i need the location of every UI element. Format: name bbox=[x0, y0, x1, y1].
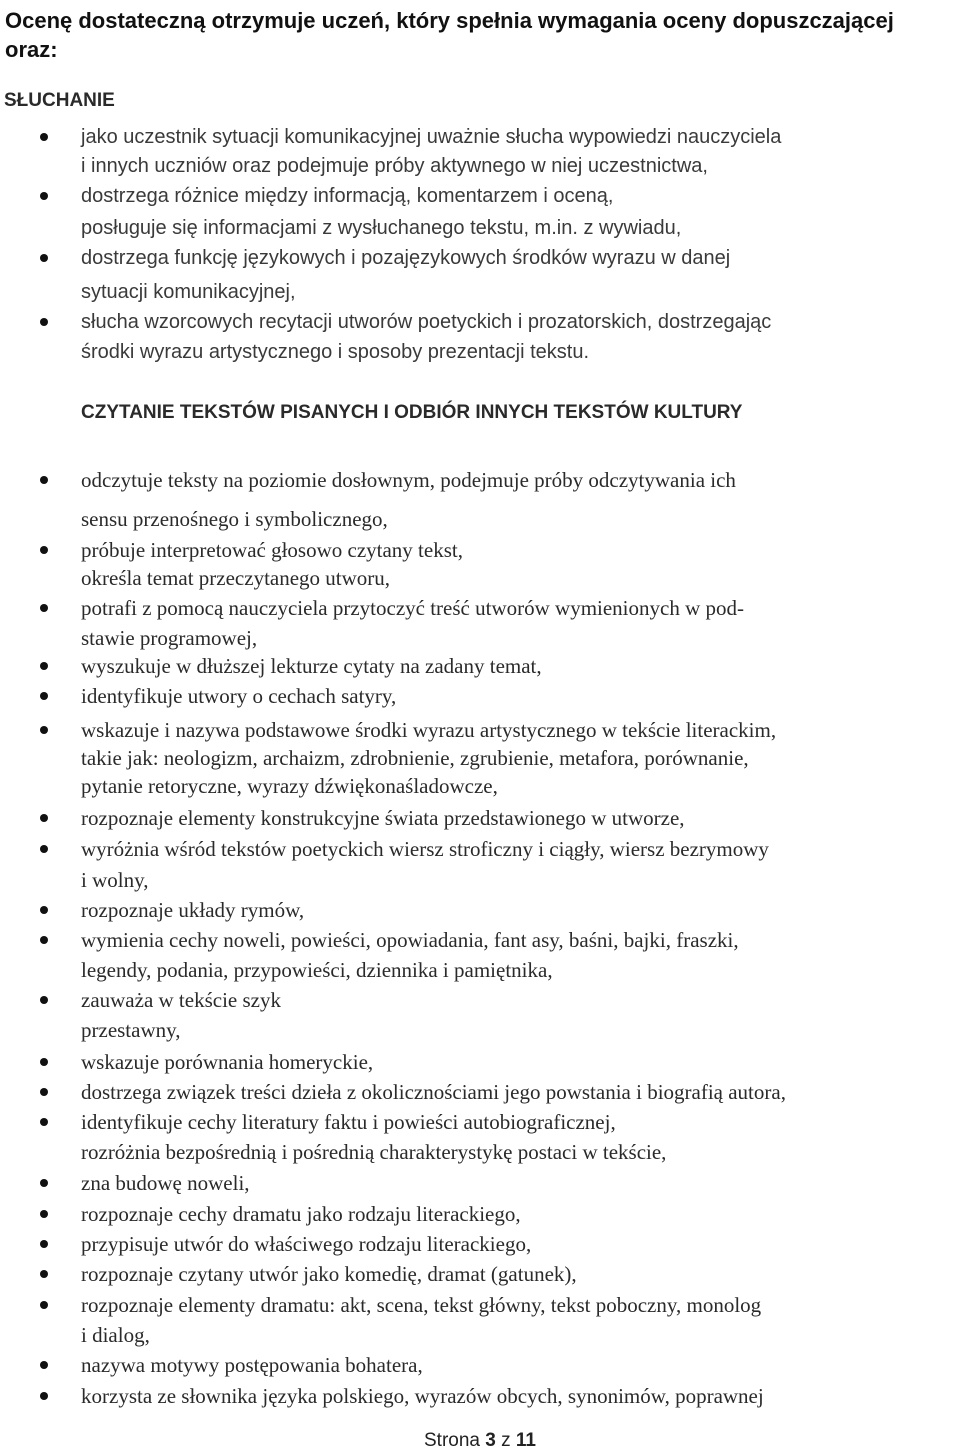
list-item-text: korzysta ze słownika języka polskiego, wyrazów obcych, synonimów, poprawnej bbox=[81, 1384, 764, 1408]
list-item-text: dostrzega różnice między informacją, komentarzem i oceną, bbox=[81, 185, 614, 207]
list-item-text: rozpoznaje cechy dramatu jako rodzaju literackiego, bbox=[81, 1202, 521, 1226]
bullet-icon bbox=[40, 546, 48, 554]
list-item-text: zauważa w tekście szyk bbox=[81, 988, 281, 1012]
page-footer bbox=[0, 1430, 960, 1452]
bullet-icon bbox=[40, 254, 48, 262]
list-item-text: określa temat przeczytanego utworu, bbox=[81, 566, 391, 590]
list-item-text: wyszukuje w dłuższej lekturze cytaty na zadany temat, bbox=[81, 654, 542, 678]
bullet-icon bbox=[40, 1179, 48, 1187]
bullet-icon bbox=[40, 1058, 48, 1066]
list-item-text: identyfikuje cechy literatury faktu i powieści autobiograficznej, bbox=[81, 1110, 616, 1134]
bullet-icon bbox=[40, 192, 48, 200]
list-item-text: wskazuje porównania homeryckie, bbox=[81, 1050, 374, 1074]
list-item-text: sytuacji komunikacyjnej, bbox=[81, 281, 296, 303]
bullet-icon bbox=[40, 936, 48, 944]
list-item-text: posługuje się informacjami z wysłuchanego tekstu, m.in. z wywiadu, bbox=[81, 217, 682, 239]
list-item-text: zna budowę noweli, bbox=[81, 1171, 250, 1195]
bullet-icon bbox=[40, 133, 48, 141]
bullet-icon bbox=[40, 662, 48, 670]
list-item-text: przypisuje utwór do właściwego rodzaju literackiego, bbox=[81, 1232, 532, 1256]
list-item-text: legendy, podania, przypowieści, dziennika i pamiętnika, bbox=[81, 958, 553, 982]
list-item-text: rozpoznaje czytany utwór jako komedię, dramat (gatunek), bbox=[81, 1262, 577, 1286]
list-item-text: odczytuje teksty na poziomie dosłownym, podejmuje próby odczytywania ich bbox=[81, 468, 736, 492]
bullet-icon bbox=[40, 996, 48, 1004]
bullet-icon bbox=[40, 1270, 48, 1278]
list-item-text: sensu przenośnego i symbolicznego, bbox=[81, 507, 388, 531]
page-title: Ocenę dostateczną otrzymuje uczeń, który spełnia wymagania oceny dopuszczającej oraz: bbox=[5, 8, 894, 62]
footer-prefix: Strona bbox=[424, 1430, 480, 1451]
list-item-text: identyfikuje utwory o cechach satyry, bbox=[81, 684, 397, 708]
list-item-text: nazywa motywy postępowania bohatera, bbox=[81, 1353, 423, 1377]
list-item-text: jako uczestnik sytuacji komunikacyjnej uważnie słucha wypowiedzi nauczyciela bbox=[81, 126, 782, 148]
bullet-icon bbox=[40, 604, 48, 612]
bullet-icon bbox=[40, 1118, 48, 1126]
list-item-text: rozpoznaje układy rymów, bbox=[81, 898, 305, 922]
bullet-icon bbox=[40, 1392, 48, 1400]
bullet-icon bbox=[40, 814, 48, 822]
bullet-icon bbox=[40, 906, 48, 914]
section-heading-listening: SŁUCHANIE bbox=[4, 90, 115, 111]
bullet-icon bbox=[40, 1088, 48, 1096]
list-item-text: wyróżnia wśród tekstów poetyckich wiersz stroficzny i ciągły, wiersz bezrymowy bbox=[81, 837, 769, 861]
bullet-icon bbox=[40, 1210, 48, 1218]
bullet-icon bbox=[40, 692, 48, 700]
list-item-text: rozpoznaje elementy konstrukcyjne świata przedstawionego w utworze, bbox=[81, 806, 685, 830]
list-item-text: i wolny, bbox=[81, 868, 149, 892]
list-item-text: rozpoznaje elementy dramatu: akt, scena, tekst główny, tekst poboczny, monolog bbox=[81, 1293, 762, 1317]
list-item-text: przestawny, bbox=[81, 1018, 181, 1042]
list-item-text: próbuje interpretować głosowo czytany tekst, bbox=[81, 538, 463, 562]
bullet-icon bbox=[40, 476, 48, 484]
bullet-icon bbox=[40, 845, 48, 853]
list-item-text: dostrzega związek treści dzieła z okolicznościami jego powstania i biografią autora, bbox=[81, 1080, 786, 1104]
list-item-text: słucha wzorcowych recytacji utworów poetyckich i prozatorskich, dostrzegając bbox=[81, 311, 772, 333]
footer-total-pages: 11 bbox=[515, 1430, 536, 1451]
bullet-icon bbox=[40, 1361, 48, 1369]
section-heading-reading: CZYTANIE TEKSTÓW PISANYCH I ODBIÓR INNYCH TEKSTÓW KULTURY bbox=[81, 402, 743, 423]
footer-current-page: 3 bbox=[485, 1430, 496, 1451]
list-item-text: pytanie retoryczne, wyrazy dźwiękonaśladowcze, bbox=[81, 774, 498, 798]
bullet-icon bbox=[40, 318, 48, 326]
list-item-text: takie jak: neologizm, archaizm, zdrobnienie, zgrubienie, metafora, porównanie, bbox=[81, 746, 749, 770]
list-item-text: i dialog, bbox=[81, 1323, 150, 1347]
list-item-text: stawie programowej, bbox=[81, 626, 258, 650]
list-item-text: środki wyrazu artystycznego i sposoby prezentacji tekstu. bbox=[81, 341, 589, 363]
list-item-text: potrafi z pomocą nauczyciela przytoczyć treść utworów wymienionych w pod- bbox=[81, 596, 744, 620]
list-item-text: wskazuje i nazywa podstawowe środki wyrazu artystycznego w tekście literackim, bbox=[81, 718, 777, 742]
bullet-icon bbox=[40, 726, 48, 734]
list-item-text: i innych uczniów oraz podejmuje próby aktywnego w niej uczestnictwa, bbox=[81, 155, 708, 177]
footer-separator: z bbox=[501, 1430, 511, 1451]
bullet-icon bbox=[40, 1240, 48, 1248]
list-item-text: wymienia cechy noweli, powieści, opowiadania, fant asy, baśni, bajki, fraszki, bbox=[81, 928, 739, 952]
bullet-icon bbox=[40, 1301, 48, 1309]
list-item-text: rozróżnia bezpośrednią i pośrednią charakterystykę postaci w tekście, bbox=[81, 1140, 667, 1164]
list-item-text: dostrzega funkcję językowych i pozajęzykowych środków wyrazu w danej bbox=[81, 247, 731, 269]
